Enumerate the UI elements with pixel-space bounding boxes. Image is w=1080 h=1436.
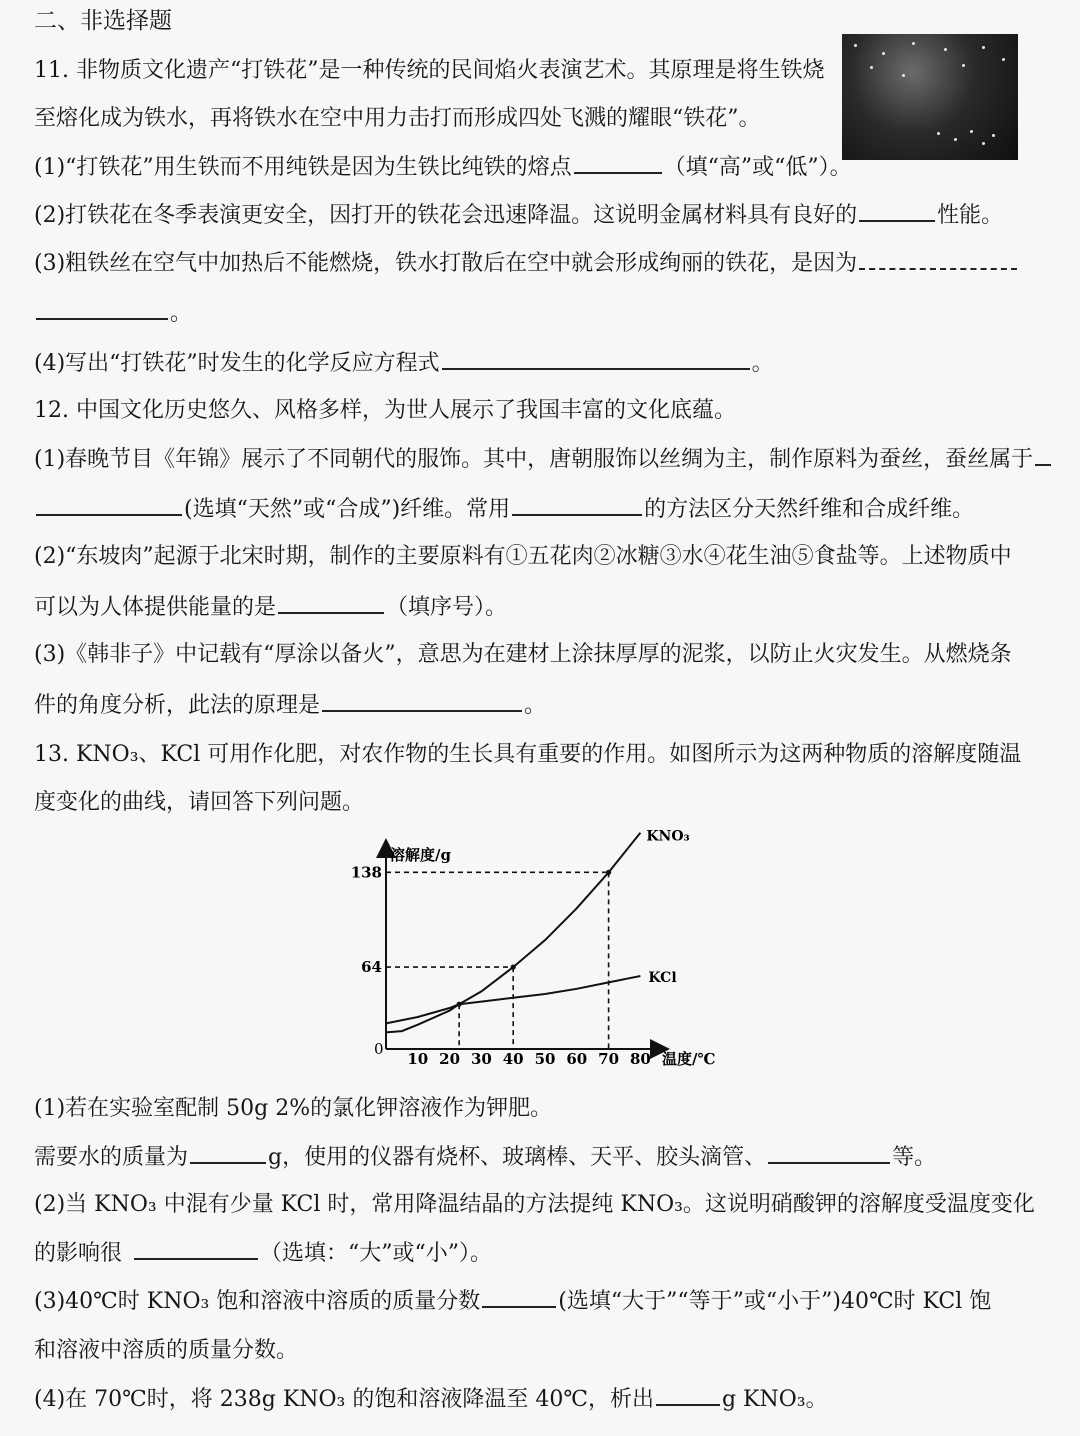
- answer-blank[interactable]: [134, 1238, 258, 1260]
- q11-part4-text: (4)写出“打铁花”时发生的化学反应方程式: [34, 351, 440, 376]
- answer-blank[interactable]: [482, 1286, 556, 1308]
- q11-part2-tail: 性能。: [937, 203, 1004, 228]
- period: 。: [170, 301, 193, 326]
- q13-part4-text: (4)在 70℃时，将 238g KNO₃ 的饱和溶液降温至 40℃，析出: [34, 1387, 654, 1412]
- x-tick-label: 40: [502, 1050, 524, 1068]
- kcl-label: KCl: [648, 970, 677, 987]
- period: 。: [751, 351, 774, 376]
- q11-part1-text: (1)“打铁花”用生铁而不用纯铁是因为生铁比纯铁的熔点: [34, 155, 572, 180]
- q13-stem-line1: 13. KNO₃、KCl 可用作化肥，对农作物的生长具有重要的作用。如图所示为这两种物质的溶解度随温: [34, 742, 1022, 767]
- answer-blank[interactable]: [190, 1142, 266, 1164]
- q12-stem: 12. 中国文化历史悠久、风格多样，为世人展示了我国丰富的文化底蕴。: [34, 398, 736, 423]
- q11-part4: [34, 348, 1050, 379]
- q13-part2: (2)当 KNO₃ 中混有少量 KCl 时，常用降温结晶的方法提纯 KNO₃。这说明硝酸钾的溶解度受温度变化: [34, 1192, 1035, 1217]
- y-tick-labels: [351, 863, 382, 976]
- q13-part4-tail: g KNO₃。: [721, 1387, 828, 1412]
- q13-part3-hint: (选填“大于”“等于”或“小于”)40℃时 KCl 饱: [558, 1289, 992, 1314]
- x-tick-label: 80: [629, 1050, 651, 1068]
- answer-blank[interactable]: [512, 494, 642, 516]
- x-tick-label: 50: [534, 1050, 556, 1068]
- q13-stem-line2: 度变化的曲线，请回答下列问题。: [34, 790, 365, 815]
- q13-part1-cont: [34, 1142, 1050, 1173]
- q12-part1-text: (1)春晚节目《年锦》展示了不同朝代的服饰。其中，唐朝服饰以丝绸为主，制作原料为蚕丝，蚕丝属于: [34, 447, 1034, 472]
- q11-part3-text: (3)粗铁丝在空气中加热后不能燃烧，铁水打散后在空中就会形成绚丽的铁花，是因为: [34, 251, 858, 276]
- x-tick-label: 10: [407, 1050, 429, 1068]
- q12-part1-tail: 的方法区分天然纤维和合成纤维。: [644, 497, 975, 522]
- section-title: 二、非选择题: [34, 8, 172, 34]
- q11-part3: [34, 248, 1050, 279]
- q11-part2: [34, 200, 1050, 231]
- x-axis-label: 温度/℃: [662, 1050, 716, 1068]
- y-tick-label: 64: [361, 958, 382, 977]
- q13-part1-instruments: g，使用的仪器有烧杯、玻璃棒、天平、胶头滴管、: [268, 1145, 767, 1170]
- answer-blank[interactable]: [36, 494, 182, 516]
- q12-part1-cont: [34, 494, 1050, 525]
- answer-blank[interactable]: [574, 152, 662, 174]
- x-tick-label: 30: [470, 1050, 492, 1068]
- solubility-chart: [340, 828, 740, 1078]
- kno3-label: KNO₃: [646, 828, 690, 845]
- period: 。: [524, 693, 547, 718]
- q12-part3-cont: [34, 690, 1050, 721]
- answer-blank[interactable]: [656, 1384, 720, 1406]
- q12-part2-hint: （填序号）。: [386, 595, 508, 620]
- q11-stem-line2: 至熔化成为铁水，再将铁水在空中用力击打而形成四处飞溅的耀眼“铁花”。: [34, 106, 761, 131]
- answer-blank[interactable]: [278, 592, 384, 614]
- answer-blank[interactable]: [768, 1142, 890, 1164]
- x-tick-label: 20: [439, 1050, 461, 1068]
- q13-part4: [34, 1384, 1050, 1415]
- x-tick-label: 60: [566, 1050, 588, 1068]
- q11-part2-text: (2)打铁花在冬季表演更安全，因打开的铁花会迅速降温。这说明金属材料具有良好的: [34, 203, 858, 228]
- q13-part1: (1)若在实验室配制 50g 2%的氯化钾溶液作为钾肥。: [34, 1096, 553, 1121]
- iron-flower-photo: [842, 34, 1018, 160]
- x-tick-label: 70: [598, 1050, 620, 1068]
- y-axis-label: 溶解度/g: [390, 846, 451, 864]
- q12-part3-text: 件的角度分析，此法的原理是: [34, 693, 321, 718]
- answer-blank[interactable]: [36, 298, 168, 320]
- q12-part1: [34, 444, 1050, 475]
- q13-part1-text: 需要水的质量为: [34, 1145, 189, 1170]
- answer-blank[interactable]: [859, 248, 1017, 270]
- y-tick-label: 138: [350, 863, 382, 882]
- q11-part3-cont: [34, 298, 1050, 329]
- q13-part2-text: 的影响很: [34, 1241, 123, 1266]
- q11-stem-line1: 11. 非物质文化遗产“打铁花”是一种传统的民间焰火表演艺术。其原理是将生铁烧: [34, 58, 825, 83]
- q13-part3-cont: 和溶液中溶质的质量分数。: [34, 1338, 299, 1363]
- answer-blank[interactable]: [322, 690, 522, 712]
- q12-part2-text: 可以为人体提供能量的是: [34, 595, 277, 620]
- q13-part3-text: (3)40℃时 KNO₃ 饱和溶液中溶质的质量分数: [34, 1289, 481, 1314]
- q12-part3: (3)《韩非子》中记载有“厚涂以备火”，意思为在建材上涂抹厚厚的泥浆，以防止火灾发生。从燃烧条: [34, 642, 1012, 667]
- answer-blank[interactable]: [859, 200, 935, 222]
- q11-part1: [34, 152, 1050, 183]
- x-tick-labels: [407, 1050, 650, 1068]
- answer-blank[interactable]: [442, 348, 750, 370]
- q11-part1-hint: （填“高”或“低”）。: [663, 155, 852, 180]
- q13-part1-tail: 等。: [892, 1145, 937, 1170]
- guide-lines: [386, 870, 611, 1049]
- q13-part2-hint: （选填：“大”或“小”）。: [260, 1241, 493, 1266]
- q13-part3: [34, 1286, 1050, 1317]
- answer-blank[interactable]: [1035, 444, 1051, 466]
- q12-part2: (2)“东坡肉”起源于北宋时期，制作的主要原料有①五花肉②冰糖③水④花生油⑤食盐等。上述物质中: [34, 544, 1012, 569]
- origin-label: 0: [374, 1040, 384, 1058]
- q12-part1-hint: (选填“天然”或“合成”)纤维。常用: [184, 497, 511, 522]
- q13-part2-cont: [34, 1238, 1050, 1269]
- q12-part2-cont: [34, 592, 1050, 623]
